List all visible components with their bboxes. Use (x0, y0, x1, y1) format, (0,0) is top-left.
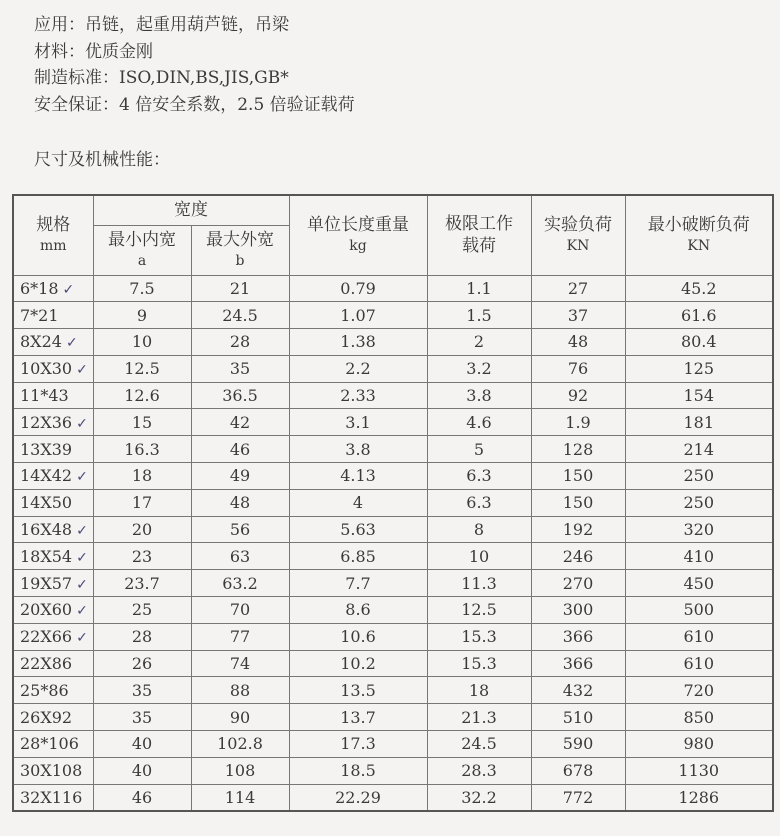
table-row (13, 704, 773, 731)
spec-value: 32X116 (20, 788, 83, 808)
spec-value: 26X92 (20, 707, 73, 727)
cell-a: 7.5 (93, 275, 191, 302)
cell-a: 23 (93, 543, 191, 570)
cell-break: 80.4 (625, 329, 773, 356)
cell-a: 46 (93, 784, 191, 811)
cell-a: 35 (93, 677, 191, 704)
cell-spec (13, 757, 93, 784)
cell-test: 366 (531, 623, 625, 650)
cell-spec (13, 382, 93, 409)
cell-spec (13, 409, 93, 436)
cell-test: 772 (531, 784, 625, 811)
cell-spec (13, 543, 93, 570)
cell-break: 125 (625, 355, 773, 382)
cell-spec (13, 650, 93, 677)
cell-kg: 2.2 (289, 355, 427, 382)
cell-kg: 8.6 (289, 597, 427, 624)
cell-spec (13, 275, 93, 302)
table-row (13, 489, 773, 516)
cell-a: 26 (93, 650, 191, 677)
cell-b: 56 (191, 516, 289, 543)
cell-test: 48 (531, 329, 625, 356)
table-row (13, 570, 773, 597)
cell-spec (13, 436, 93, 463)
cell-b: 63.2 (191, 570, 289, 597)
cell-a: 20 (93, 516, 191, 543)
cell-wll: 6.3 (427, 463, 531, 490)
check-mark-icon: ✓ (76, 549, 88, 566)
cell-b: 74 (191, 650, 289, 677)
cell-a: 23.7 (93, 570, 191, 597)
cell-test: 92 (531, 382, 625, 409)
cell-kg: 7.7 (289, 570, 427, 597)
cell-b: 88 (191, 677, 289, 704)
header-max-outer-unit: b (235, 253, 245, 269)
cell-a: 40 (93, 757, 191, 784)
header-spec (13, 195, 93, 275)
cell-a: 10 (93, 329, 191, 356)
check-mark-icon: ✓ (76, 362, 88, 379)
cell-wll: 15.3 (427, 650, 531, 677)
cell-a: 28 (93, 623, 191, 650)
cell-test: 366 (531, 650, 625, 677)
header-min-inner (93, 225, 191, 275)
cell-wll: 3.2 (427, 355, 531, 382)
cell-b: 114 (191, 784, 289, 811)
cell-break: 850 (625, 704, 773, 731)
header-min-inner-unit: a (137, 253, 147, 269)
header-spec-unit: mm (39, 238, 67, 255)
header-max-outer (191, 225, 289, 275)
cell-wll: 1.1 (427, 275, 531, 302)
cell-spec (13, 704, 93, 731)
cell-test: 192 (531, 516, 625, 543)
spec-value: 10X30 (20, 359, 73, 379)
table-row (13, 597, 773, 624)
cell-kg: 5.63 (289, 516, 427, 543)
cell-spec (13, 489, 93, 516)
cell-spec (13, 784, 93, 811)
cell-break: 410 (625, 543, 773, 570)
header-test-load-unit: KN (566, 238, 590, 255)
cell-break: 214 (625, 436, 773, 463)
cell-a: 15 (93, 409, 191, 436)
table-body (13, 275, 773, 811)
cell-wll: 8 (427, 516, 531, 543)
check-mark-icon: ✓ (76, 469, 88, 486)
cell-spec (13, 731, 93, 758)
check-mark-icon: ✓ (76, 576, 88, 593)
header-wll-line2: 载荷 (462, 236, 496, 257)
spec-table (12, 194, 774, 812)
cell-break: 45.2 (625, 275, 773, 302)
header-max-outer-label: 最大外宽 (206, 230, 274, 250)
spec-value: 14X50 (20, 493, 73, 513)
cell-b: 36.5 (191, 382, 289, 409)
cell-b: 102.8 (191, 731, 289, 758)
cell-break: 250 (625, 489, 773, 516)
header-weight-unit: kg (349, 238, 367, 255)
cell-break: 980 (625, 731, 773, 758)
cell-test: 150 (531, 463, 625, 490)
cell-test: 510 (531, 704, 625, 731)
spec-value: 7*21 (20, 305, 59, 325)
header-breaking-load-label: 最小破断负荷 (647, 215, 750, 236)
cell-a: 12.6 (93, 382, 191, 409)
cell-wll: 4.6 (427, 409, 531, 436)
header-wll (427, 195, 531, 275)
header-wll-line1: 极限工作 (445, 214, 513, 235)
cell-test: 246 (531, 543, 625, 570)
header-breaking-load (625, 195, 773, 275)
cell-kg: 6.85 (289, 543, 427, 570)
spec-value: 6*18 (20, 278, 59, 298)
cell-break: 500 (625, 597, 773, 624)
table-row (13, 650, 773, 677)
cell-a: 17 (93, 489, 191, 516)
cell-wll: 1.5 (427, 302, 531, 329)
cell-break: 450 (625, 570, 773, 597)
spec-value: 22X86 (20, 654, 73, 674)
cell-wll: 3.8 (427, 382, 531, 409)
cell-spec (13, 302, 93, 329)
cell-test: 76 (531, 355, 625, 382)
header-weight-label: 单位长度重量 (307, 215, 409, 236)
check-mark-icon: ✓ (76, 603, 88, 620)
cell-b: 77 (191, 623, 289, 650)
table-row (13, 436, 773, 463)
cell-spec (13, 329, 93, 356)
spec-value: 12X36 (20, 412, 73, 432)
spec-value: 30X108 (20, 761, 83, 781)
cell-b: 24.5 (191, 302, 289, 329)
cell-spec (13, 516, 93, 543)
table-row (13, 275, 773, 302)
table-row (13, 757, 773, 784)
cell-wll: 32.2 (427, 784, 531, 811)
cell-wll: 21.3 (427, 704, 531, 731)
safety-line: 安全保证：4 倍安全系数，2.5 倍验证载荷 (34, 94, 355, 115)
cell-a: 16.3 (93, 436, 191, 463)
spec-value: 18X54 (20, 546, 73, 566)
cell-b: 28 (191, 329, 289, 356)
cell-test: 432 (531, 677, 625, 704)
cell-break: 250 (625, 463, 773, 490)
cell-break: 181 (625, 409, 773, 436)
cell-break: 720 (625, 677, 773, 704)
cell-a: 9 (93, 302, 191, 329)
header-weight (289, 195, 427, 275)
check-mark-icon: ✓ (76, 523, 88, 540)
table-header (13, 195, 773, 275)
table-row (13, 677, 773, 704)
cell-break: 610 (625, 623, 773, 650)
table-row (13, 409, 773, 436)
header-test-load (531, 195, 625, 275)
table-row (13, 329, 773, 356)
cell-kg: 22.29 (289, 784, 427, 811)
cell-wll: 5 (427, 436, 531, 463)
table-row (13, 463, 773, 490)
cell-b: 70 (191, 597, 289, 624)
cell-wll: 18 (427, 677, 531, 704)
spec-value: 19X57 (20, 573, 73, 593)
cell-wll: 11.3 (427, 570, 531, 597)
check-mark-icon: ✓ (62, 281, 75, 298)
cell-spec (13, 463, 93, 490)
cell-b: 46 (191, 436, 289, 463)
table-row (13, 302, 773, 329)
cell-b: 49 (191, 463, 289, 490)
cell-a: 35 (93, 704, 191, 731)
spec-value: 13X39 (20, 439, 73, 459)
cell-test: 27 (531, 275, 625, 302)
cell-b: 90 (191, 704, 289, 731)
intro-block (34, 12, 355, 118)
table-row (13, 543, 773, 570)
standard-line: 制造标准：ISO,DIN,BS,JIS,GB* (34, 68, 289, 88)
cell-wll: 12.5 (427, 597, 531, 624)
cell-break: 61.6 (625, 302, 773, 329)
spec-value: 20X60 (20, 600, 73, 620)
cell-kg: 3.8 (289, 436, 427, 463)
table-row (13, 731, 773, 758)
cell-b: 108 (191, 757, 289, 784)
spec-value: 14X42 (20, 466, 73, 486)
cell-a: 12.5 (93, 355, 191, 382)
cell-spec (13, 570, 93, 597)
check-mark-icon: ✓ (76, 630, 88, 647)
cell-kg: 2.33 (289, 382, 427, 409)
cell-wll: 10 (427, 543, 531, 570)
cell-kg: 4.13 (289, 463, 427, 490)
table-row (13, 623, 773, 650)
cell-spec (13, 677, 93, 704)
spec-value: 8X24 (20, 332, 62, 352)
cell-kg: 0.79 (289, 275, 427, 302)
section-title: 尺寸及机械性能： (34, 150, 170, 170)
cell-kg: 10.2 (289, 650, 427, 677)
cell-wll: 2 (427, 329, 531, 356)
material-line: 材料：优质金刚 (34, 41, 153, 62)
cell-test: 678 (531, 757, 625, 784)
cell-a: 40 (93, 731, 191, 758)
cell-spec (13, 623, 93, 650)
cell-test: 128 (531, 436, 625, 463)
cell-kg: 13.7 (289, 704, 427, 731)
cell-test: 590 (531, 731, 625, 758)
cell-break: 610 (625, 650, 773, 677)
cell-spec (13, 355, 93, 382)
cell-b: 35 (191, 355, 289, 382)
cell-test: 37 (531, 302, 625, 329)
check-mark-icon: ✓ (65, 335, 78, 352)
header-breaking-load-unit: KN (687, 238, 711, 255)
cell-break: 1286 (625, 784, 773, 811)
cell-b: 21 (191, 275, 289, 302)
header-spec-label: 规格 (36, 215, 71, 236)
table-row (13, 382, 773, 409)
spec-value: 22X66 (20, 627, 73, 647)
cell-wll: 15.3 (427, 623, 531, 650)
cell-break: 154 (625, 382, 773, 409)
cell-kg: 17.3 (289, 731, 427, 758)
cell-test: 270 (531, 570, 625, 597)
header-min-inner-label: 最小内宽 (108, 230, 176, 250)
table-row (13, 355, 773, 382)
cell-a: 25 (93, 597, 191, 624)
cell-wll: 6.3 (427, 489, 531, 516)
cell-b: 42 (191, 409, 289, 436)
cell-kg: 4 (289, 489, 427, 516)
cell-kg: 1.38 (289, 329, 427, 356)
cell-kg: 18.5 (289, 757, 427, 784)
cell-b: 63 (191, 543, 289, 570)
cell-b: 48 (191, 489, 289, 516)
cell-kg: 13.5 (289, 677, 427, 704)
spec-value: 11*43 (20, 386, 69, 406)
spec-value: 25*86 (20, 680, 69, 700)
spec-value: 28*106 (20, 734, 79, 754)
cell-break: 1130 (625, 757, 773, 784)
cell-kg: 1.07 (289, 302, 427, 329)
cell-a: 18 (93, 463, 191, 490)
table-row (13, 784, 773, 811)
cell-test: 150 (531, 489, 625, 516)
cell-test: 1.9 (531, 409, 625, 436)
cell-wll: 24.5 (427, 731, 531, 758)
check-mark-icon: ✓ (76, 415, 88, 432)
table-row (13, 516, 773, 543)
cell-kg: 3.1 (289, 409, 427, 436)
cell-break: 320 (625, 516, 773, 543)
header-width: 宽度 (93, 195, 289, 225)
application-line: 应用：吊链，起重用葫芦链，吊梁 (34, 15, 289, 35)
cell-test: 300 (531, 597, 625, 624)
cell-spec (13, 597, 93, 624)
spec-value: 16X48 (20, 520, 73, 540)
header-test-load-label: 实验负荷 (544, 215, 612, 236)
cell-wll: 28.3 (427, 757, 531, 784)
cell-kg: 10.6 (289, 623, 427, 650)
